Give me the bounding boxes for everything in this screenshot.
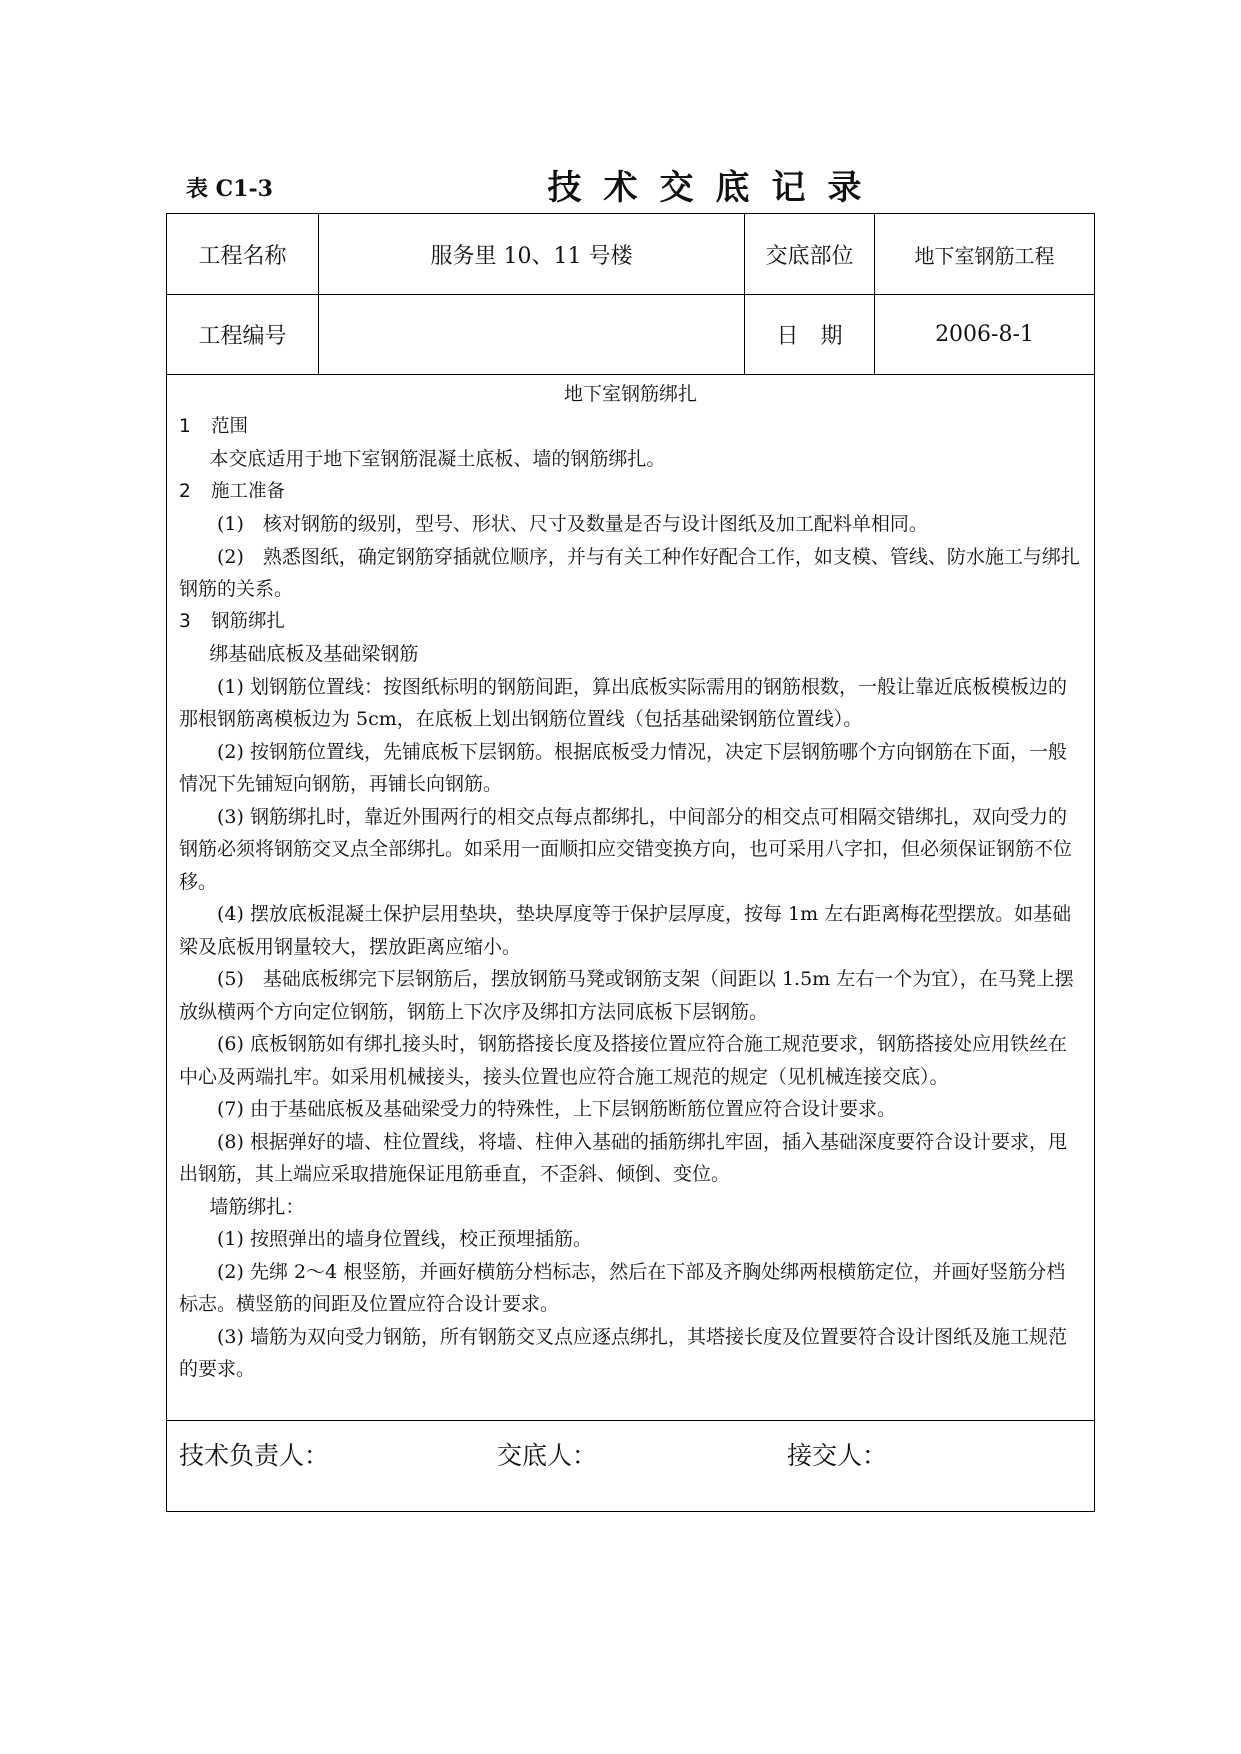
page-title: 技术交底记录 <box>547 168 884 208</box>
list-item: (1) 划钢筋位置线：按图纸标明的钢筋间距，算出底板实际需用的钢筋根数，一般让靠近底板模板边的那根钢筋离模板边为 5cm，在底板上划出钢筋位置线（包括基础梁钢筋位置线）。 <box>179 675 1067 730</box>
list-item: (2) 熟悉图纸，确定钢筋穿插就位顺序，并与有关工种作好配合工作，如支模、管线、防水施工与绑扎钢筋的关系。 <box>179 545 1080 600</box>
disclosure-form <box>166 213 1095 1512</box>
tech-lead-signature-label: 技术负责人： <box>179 1441 330 1470</box>
location-value: 地下室钢筋工程 <box>914 243 1055 268</box>
section-title: 钢筋绑扎 <box>211 610 286 632</box>
list-item: (8) 根据弹好的墙、柱位置线，将墙、柱伸入基础的插筋绑扎牢固，插入基础深度要符合设计要求，甩出钢筋，其上端应采取措施保证甩筋垂直，不歪斜、倾倒、变位。 <box>179 1130 1067 1185</box>
list-item: (1) 核对钢筋的级别，型号、形状、尺寸及数量是否与设计图纸及加工配料单相同。 <box>217 513 928 535</box>
project-name-label: 工程名称 <box>198 243 287 269</box>
section-heading <box>179 606 1082 639</box>
section-number: 3 <box>179 610 191 632</box>
section-number: 1 <box>179 415 191 437</box>
list-item: (2) 按钢筋位置线，先铺底板下层钢筋。根据底板受力情况，决定下层钢筋哪个方向钢筋在下面，一般情况下先铺短向钢筋，再铺长向钢筋。 <box>179 740 1067 795</box>
form-code: 表 C1-3 <box>186 176 273 202</box>
section-heading <box>179 476 1082 509</box>
section-title: 范围 <box>211 415 249 437</box>
list-item: (4) 摆放底板混凝土保护层用垫块，垫块厚度等于保护层厚度，按每 1m 左右距离梅花型摆放。如基础梁及底板用钢量较大，摆放距离应缩小。 <box>179 903 1072 958</box>
disclosure-content <box>179 378 1082 1386</box>
receiver-signature-label: 接交人： <box>787 1441 888 1470</box>
project-name-value: 服务里 10、11 号楼 <box>430 243 633 269</box>
date-value: 2006-8-1 <box>935 322 1034 347</box>
list-item: (3) 钢筋绑扎时，靠近外围两行的相交点每点都绑扎，中间部分的相交点可相隔交错绑扎，双向受力的钢筋必须将钢筋交叉点全部绑扎。如采用一面顺扣应交错变换方向，也可采用八字扣，但必须保证钢筋不位移。 <box>179 805 1073 893</box>
list-item: (6) 底板钢筋如有绑扎接头时，钢筋搭接长度及搭接位置应符合施工规范要求，钢筋搭接处应用铁丝在中心及两端扎牢。如采用机械接头，接头位置也应符合施工规范的规定（见机械连接交底）。 <box>179 1033 1067 1088</box>
section-title: 施工准备 <box>211 480 286 502</box>
list-item: (5) 基础底板绑完下层钢筋后，摆放钢筋马凳或钢筋支架（间距以 1.5m 左右一个为宜），在马凳上摆放纵横两个方向定位钢筋，钢筋上下次序及绑扣方法同底板下层钢筋。 <box>179 968 1074 1023</box>
subject-title: 地下室钢筋绑扎 <box>563 383 697 405</box>
section-number: 2 <box>179 480 191 502</box>
list-item: (3) 墙筋为双向受力钢筋，所有钢筋交叉点应逐点绑扎，其塔接长度及位置要符合设计图纸及施工规范的要求。 <box>179 1325 1067 1380</box>
project-no-label: 工程编号 <box>198 324 287 349</box>
project-no-value <box>319 295 744 374</box>
list-item: (7) 由于基础底板及基础梁受力的特殊性，上下层钢筋断筋位置应符合设计要求。 <box>217 1098 896 1120</box>
list-item: (1) 按照弹出的墙身位置线，校正预埋插筋。 <box>217 1228 592 1250</box>
section-heading <box>179 411 1082 444</box>
discloser-signature-label: 交底人： <box>497 1441 598 1470</box>
subsection-heading: 墙筋绑扎： <box>209 1195 305 1218</box>
location-label: 交底部位 <box>765 243 854 269</box>
subsection-heading: 绑基础底板及基础梁钢筋 <box>209 643 419 665</box>
row-divider <box>167 1420 1094 1421</box>
list-item: (2) 先绑 2～4 根竖筋，并画好横筋分档标志，然后在下部及齐胸处绑两根横筋定位，并画好竖筋分档标志。横竖筋的间距及位置应符合设计要求。 <box>179 1260 1066 1315</box>
date-label: 日 期 <box>776 324 843 349</box>
row-divider <box>167 374 1094 375</box>
paragraph: 本交底适用于地下室钢筋混凝土底板、墙的钢筋绑扎。 <box>209 448 666 470</box>
